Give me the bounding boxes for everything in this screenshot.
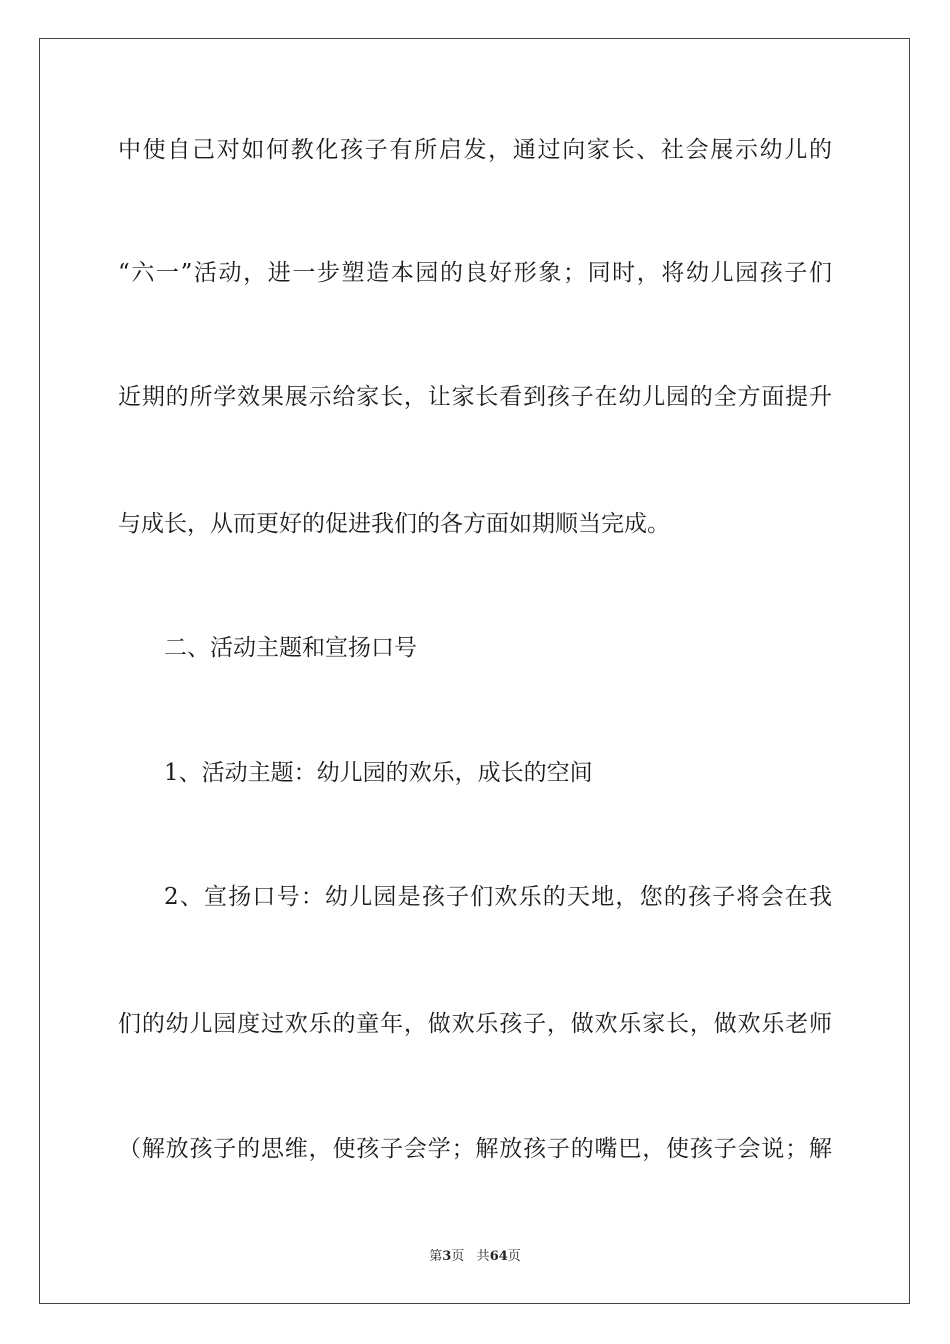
page-prefix: 第	[429, 1249, 443, 1264]
slogan-line-3: （解放孩子的思维，使孩子会学；解放孩子的嘴巴，使孩子会说；解	[118, 1136, 832, 1162]
total-pages-number: 64	[489, 1249, 508, 1264]
total-suffix: 页	[507, 1249, 521, 1264]
section-heading: 二、活动主题和宣扬口号	[164, 635, 417, 661]
slogan-line-2: 们的幼儿园度过欢乐的童年，做欢乐孩子，做欢乐家长，做欢乐老师	[118, 1011, 832, 1037]
current-page-number: 3	[442, 1249, 452, 1264]
paragraph-line-4: 与成长，从而更好的促进我们的各方面如期顺当完成。	[118, 511, 670, 537]
page-suffix: 页	[451, 1249, 465, 1264]
theme-line: 1、活动主题：幼儿园的欢乐，成长的空间	[164, 760, 593, 786]
paragraph-line-2: “六一”活动，进一步塑造本园的良好形象；同时，将幼儿园孩子们	[118, 260, 832, 286]
slogan-line-1: 2、宣扬口号：幼儿园是孩子们欢乐的天地，您的孩子将会在我	[164, 884, 832, 910]
paragraph-line-1: 中使自己对如何教化孩子有所启发，通过向家长、社会展示幼儿的	[118, 137, 832, 163]
total-prefix: 共	[476, 1249, 490, 1264]
page-frame	[39, 38, 910, 1304]
paragraph-line-3: 近期的所学效果展示给家长，让家长看到孩子在幼儿园的全方面提升	[118, 384, 832, 410]
page-footer	[0, 1248, 950, 1266]
